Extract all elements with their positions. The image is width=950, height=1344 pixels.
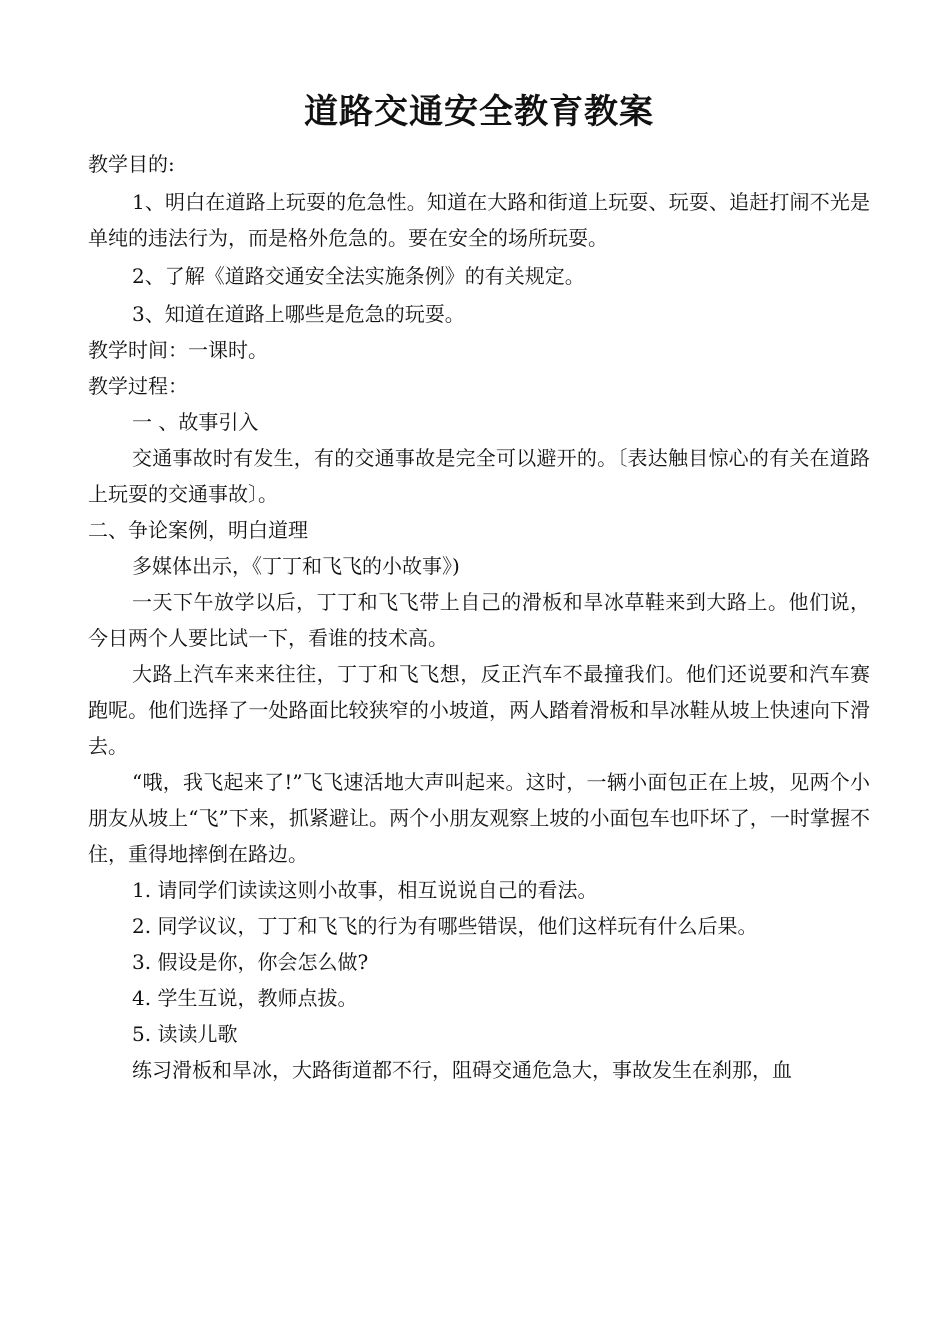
list-item: 4. 学生互说，教师点拔。 — [132, 986, 358, 1010]
list-item: 3. 假设是你，你会怎么做? — [132, 950, 369, 974]
paragraph: 3、知道在道路上哪些是危急的玩耍。 — [132, 302, 465, 326]
paragraph: 2、了解《道路交通安全法实施条例》的有关规定。 — [132, 264, 585, 288]
paragraph: 交通事故时有发生，有的交通事故是完全可以避开的。〔表达触目惊心的有关在道路上玩耍的交通事故〕。 — [88, 446, 870, 506]
paragraph: 教学过程： — [88, 374, 188, 398]
paragraph: 二、争论案例，明白道理 — [88, 518, 308, 542]
document-title: 道路交通安全教育教案 — [304, 92, 654, 132]
paragraph: 1、明白在道路上玩耍的危急性。知道在大路和街道上玩耍、玩耍、追赶打闹不光是单纯的违法行为，而是格外危急的。要在安全的场所玩耍。 — [88, 190, 870, 250]
paragraph: 教学时间：一课时。 — [88, 338, 268, 362]
paragraph: 一天下午放学以后，丁丁和飞飞带上自己的滑板和旱冰草鞋来到大路上。他们说，今日两个人要比试一下，看谁的技术高。 — [88, 590, 870, 650]
list-item: 2. 同学议议，丁丁和飞飞的行为有哪些错误，他们这样玩有什么后果。 — [132, 914, 758, 938]
paragraph: 教学目的: — [88, 152, 175, 176]
list-item: 5. 读读儿歌 — [132, 1022, 238, 1046]
paragraph: 多媒体出示，《丁丁和飞飞的小故事》) — [132, 554, 460, 578]
paragraph: 大路上汽车来来往往，丁丁和飞飞想，反正汽车不最撞我们。他们还说要和汽车赛跑呢。他们选择了一处路面比较狭窄的小坡道，两人踏着滑板和旱冰鞋从坡上快速向下滑去。 — [88, 662, 870, 758]
paragraph: 一 、故事引入 — [132, 410, 259, 434]
paragraph: 练习滑板和旱冰，大路街道都不行，阻碍交通危急大，事故发生在刹那，血 — [132, 1058, 792, 1082]
document-body — [88, 146, 870, 1088]
document-page — [88, 90, 870, 1088]
list-item: 1. 请同学们读读这则小故事，相互说说自己的看法。 — [132, 878, 598, 902]
paragraph: “哦，我飞起来了!”飞飞速活地大声叫起来。这时，一辆小面包正在上坡，见两个小朋友从坡上“飞”下来，抓紧避让。两个小朋友观察上坡的小面包车也吓坏了，一时掌握不住，重得地摔倒在路边。 — [88, 770, 870, 866]
